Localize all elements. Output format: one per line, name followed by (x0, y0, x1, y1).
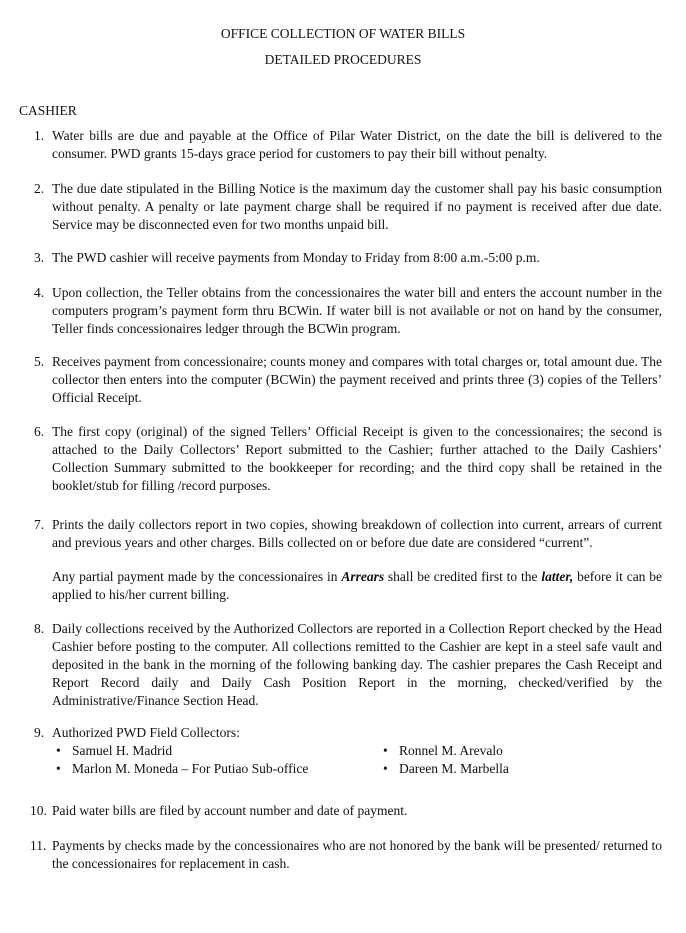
item-number: 7. (34, 517, 45, 532)
item-number: 11. (30, 838, 47, 853)
collector-name: • Samuel H. Madrid (52, 742, 172, 760)
item-number: 5. (34, 354, 45, 369)
item-number: 10. (30, 803, 47, 818)
item-number: 9. (34, 725, 45, 740)
document-subtitle: DETAILED PROCEDURES (264, 52, 422, 67)
item-number: 4. (34, 285, 45, 300)
collector-name: • Ronnel M. Arevalo (379, 742, 503, 760)
item-text: Daily collections received by the Authorized Collectors are reported in a Collection Report checked by the Head Cashier before posting to the computer. All collections remitted to the Cashier are kept in a steel safe vault and deposited in the bank in the morning of the following banking day. The cashier prepares the Cash Receipt and Report Record daily and Daily Cash Position Report in the morning, checked/verified by the Administrative/Finance Section Head. (52, 621, 662, 708)
item-text: Payments by checks made by the concessionaires who are not honored by the bank will be presented/ returned to the concessionaires for replacement in cash. (52, 838, 662, 871)
item-text: Paid water bills are filed by account number and date of payment. (52, 803, 408, 818)
item-number: 6. (34, 424, 45, 439)
document-title: OFFICE COLLECTION OF WATER BILLS (220, 26, 466, 41)
collector-name: • Dareen M. Marbella (379, 760, 509, 778)
item-text: Prints the daily collectors report in two copies, showing breakdown of collection into current, arrears of current and previous years and other charges. Bills collected on or before due date are considered “current”. (52, 517, 662, 550)
item-text: Receives payment from concessionaire; counts money and compares with total charges or, total amount due. The collector then enters into the computer (BCWin) the payment received and prints three (3) copies of the Tellers’ Official Receipt. (52, 354, 662, 405)
item-number: 3. (34, 250, 45, 265)
section-heading: CASHIER (19, 103, 77, 118)
item-text: Authorized PWD Field Collectors: (52, 725, 240, 740)
emphasis-latter: latter, (541, 569, 574, 584)
item-number: 1. (34, 128, 45, 143)
item-note: Any partial payment made by the concessionaires in Arrears shall be credited first to the latter, before it can be applied to his/her current billing. (52, 569, 663, 602)
item-text: Water bills are due and payable at the Office of Pilar Water District, on the date the bill is delivered to the consumer. PWD grants 15-days grace period for customers to pay their bill without penalty. (52, 128, 662, 161)
item-text: The PWD cashier will receive payments from Monday to Friday from 8:00 a.m.-5:00 p.m. (52, 250, 540, 265)
item-number: 8. (34, 621, 45, 636)
item-text: Upon collection, the Teller obtains from the concessionaires the water bill and enters the account number in the computers program’s payment form thru BCWin. If water bill is not available or not on hand by the consumer, Teller finds concessionaires ledger through the BCWin program. (52, 285, 662, 336)
collector-name: • Marlon M. Moneda – For Putiao Sub-office (52, 760, 308, 778)
emphasis-arrears: Arrears (341, 569, 385, 584)
item-text: The due date stipulated in the Billing Notice is the maximum day the customer shall pay his basic consumption without penalty. A penalty or late payment charge shall be required if no payment is received after due date. Service may be disconnected even for two months unpaid bill. (52, 181, 662, 232)
item-text: The first copy (original) of the signed Tellers’ Official Receipt is given to the concessionaires; the second is attached to the Daily Collectors’ Report submitted to the Cashier; further attached to the Daily Cashiers’ Collection Summary submitted to the bookkeeper for recording; and the third copy shall be retained in the booklet/stub for filling /record purposes. (52, 424, 662, 493)
item-number: 2. (34, 181, 45, 196)
